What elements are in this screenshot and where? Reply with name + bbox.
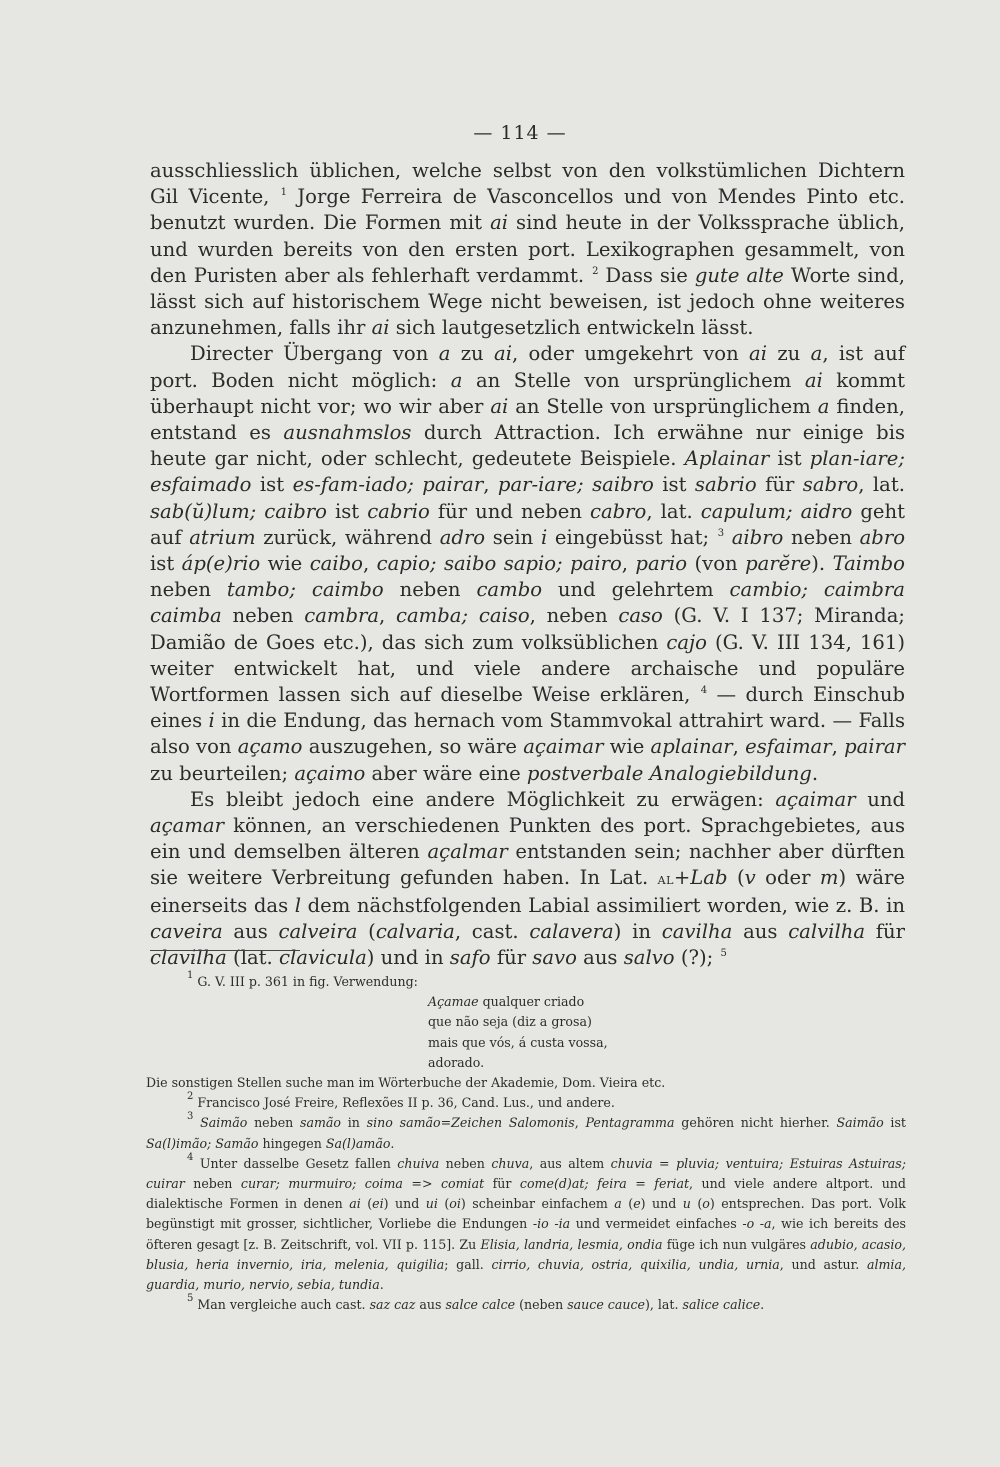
- footnote-3: $^3$ Saimão neben samão in sino samão=Zeichen Salomonis, Pentagramma gehören nicht hierher. Saimão ist Sa(l)imão; Samão hingegen Sa(l)amão.: [146, 1111, 906, 1151]
- paragraph-2: Directer Übergang von a zu ai, oder umgekehrt von ai zu a, ist auf port. Boden nicht möglich: a an Stelle von ursprünglichem ai kommt überhaupt nicht vor; wo wir aber ai an Stelle von ursprünglichem a finden, entstand es ausnahmslos durch Attraction. Ich erwähne nur einige bis heute gar nicht, oder schlecht, gedeutete Beispiele. Aplainar ist plan-iare; esfaimado ist es-fam-iado; pairar, par-iare; saibro ist sabrio für sabro, lat. sab(ŭ)lum; caibro ist cabrio für und neben cabro, lat. capulum; aidro geht auf atrium zurück, während adro sein i eingebüsst hat; $^3$ aibro neben abro ist áp(e)rio wie caibo, capio; saibo sapio; pairo, pario (von parĕre). Taimbo neben tambo; caimbo neben cambo und gelehrtem cambio; caimbra caimba neben cambra, camba; caiso, neben caso (G. V. I 137; Miranda; Damião de Goes etc.), das sich zum volksüblichen cajo (G. V. III 134, 161) weiter entwickelt hat, und viele andere archaische und populäre Wortformen lassen sich auf dieselbe Weise erklären, $^4$ — durch Einschub eines i in die Endung, das hernach vom Stammvokal attrahirt ward. — Falls also von açamo auszugehen, so wäre açaimar wie aplainar, esfaimar, pairar zu beurteilen; açaimo aber wäre eine postverbale Analogiebildung.: [150, 342, 906, 785]
- quote-line: mais que vós, á custa vossa,: [428, 1034, 608, 1050]
- footnote-1-intro: $^1$ G. V. III p. 361 in fig. Verwendung:: [187, 970, 418, 989]
- quote-line: que não seja (diz a grosa): [428, 1014, 592, 1030]
- footnote-4: $^4$ Unter dasselbe Gesetz fallen chuiva neben chuva, aus altem chuvia = pluvia; ventuira; Estuiras Astuiras; cuirar neben curar; murmuiro; coima => comiat für come(d)at; feira = feriat, und viele andere altport. und dialektische Formen in denen ai (ei) und ui (oi) scheinbar einfachem a (e) und u (o) entsprechen. Das port. Volk begünstigt mit grosser, sichtlicher, Vorliebe die Endungen -io -ia und vermeidet einfaches -o -a, wie ich bereits des öfteren gesagt [z. B. Zeitschrift, vol. VII p. 115]. Zu Elisia, landria, lesmia, ondia füge ich nun vulgäres adubio, acasio, blusia, heria invernio, iria, melenia, quigilia; gall. cirrio, chuvia, ostria, quixilia, undia, urnia, und astur. almia, guardia, murio, nervio, sebia, tundia.: [146, 1151, 907, 1293]
- page-number: — 114 —: [473, 122, 567, 144]
- footnote-2: $^2$ Francisco José Freire, Reflexões II p. 36, Cand. Lus., und andere.: [187, 1091, 615, 1111]
- footnote-1-quote: [428, 992, 906, 1073]
- footnote-divider: [150, 950, 300, 951]
- paragraph-3: Es bleibt jedoch eine andere Möglichkeit zu erwägen: açaimar und açamar können, an verschiedenen Punkten des port. Sprachgebietes, aus ein und demselben älteren açalmar entstanden sein; nachher aber dürften sie weitere Verbreitung gefunden haben. In Lat. al+Lab (v oder m) wäre einerseits das l dem nächstfolgenden Labial assimiliert worden, wie z. B. in caveira aus calveira (calvaria, cast. calavera) in cavilha aus calvilha für clavilha (lat. clavicula) und in safo für savo aus salvo (?); $^5$: [150, 787, 906, 970]
- quote-line: adorado.: [428, 1054, 485, 1070]
- footnote-5: $^5$ Man vergleiche auch cast. saz caz aus salce calce (neben sauce cauce), lat. salice calice.: [187, 1293, 765, 1313]
- quote-line: Açamae qualquer criado: [428, 994, 585, 1010]
- footnote-1-continuation: Die sonstigen Stellen suche man im Wörterbuche der Akademie, Dom. Vieira etc.: [146, 1075, 666, 1091]
- footnotes: [146, 972, 906, 1315]
- main-text: [150, 158, 905, 971]
- paragraph-1: ausschliesslich üblichen, welche selbst von den volkstümlichen Dichtern Gil Vicente, $^1$ Jorge Ferreira de Vasconcellos und von Mendes Pinto etc. benutzt wurden. Die Formen mit ai sind heute in der Volkssprache üblich, und wurden bereits von den ersten port. Lexikographen gesammelt, von den Puristen aber als fehlerhaft verdammt. $^2$ Dass sie gute alte Worte sind, lässt sich auf historischem Wege nicht beweisen, ist jedoch ohne weiteres anzunehmen, falls ihr ai sich lautgesetzlich entwickeln lässt.: [150, 159, 905, 340]
